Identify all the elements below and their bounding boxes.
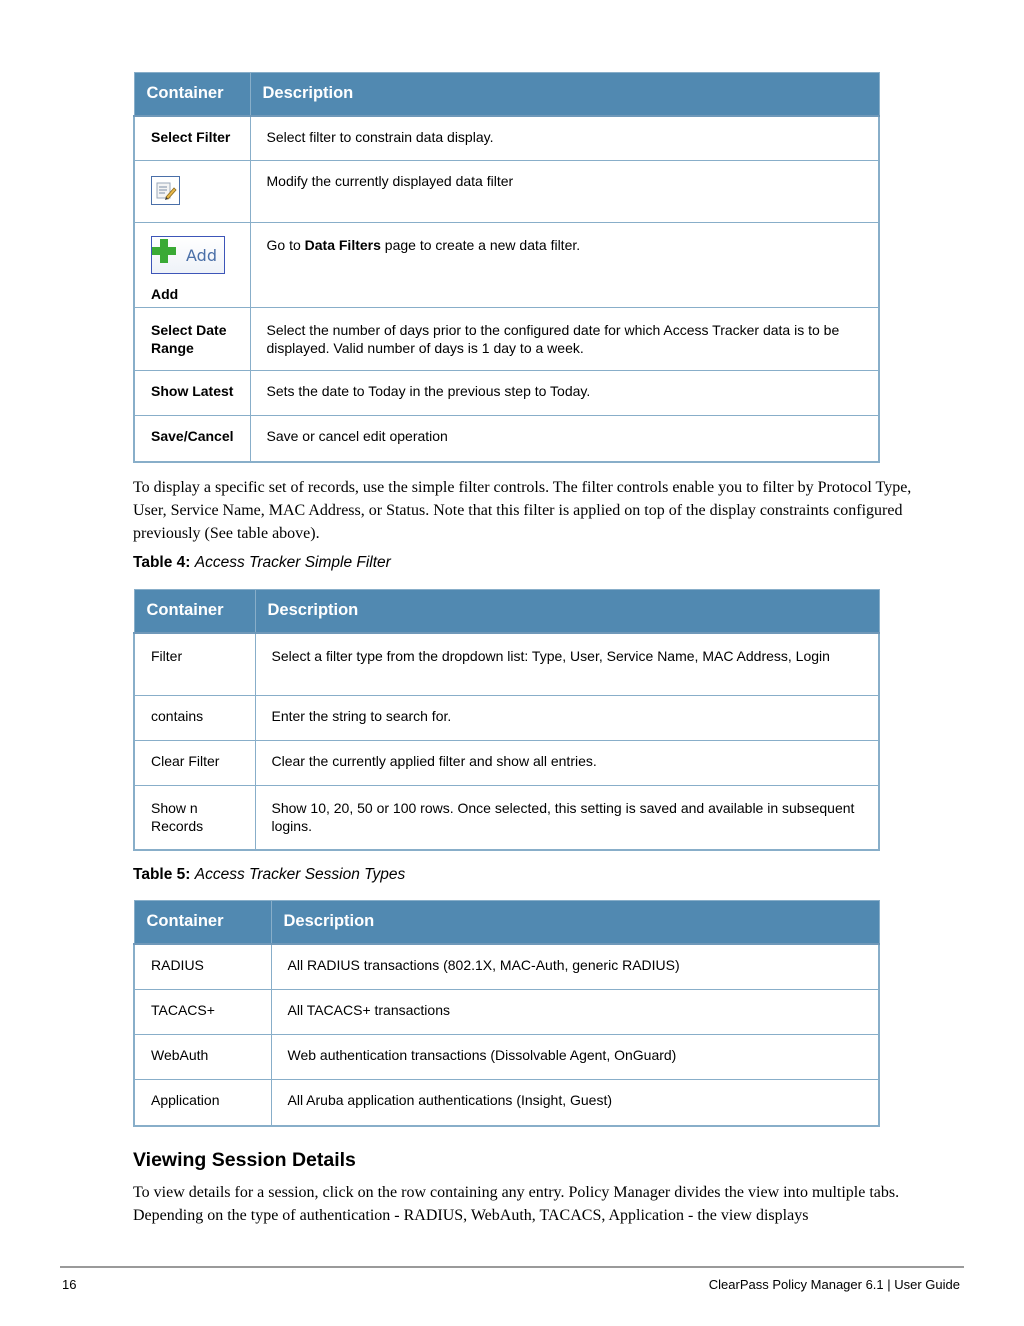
table-row — [134, 990, 879, 1035]
caption-label: Table 5: — [133, 866, 191, 883]
table-row — [134, 944, 879, 990]
table-row — [134, 308, 879, 371]
table-row — [134, 633, 879, 696]
table-row — [134, 116, 879, 161]
header-container: Container — [134, 73, 250, 116]
table-row — [134, 741, 879, 786]
row-description: Sets the date to Today in the previous step to Today. — [250, 371, 879, 416]
header-description: Description — [271, 901, 879, 944]
row-container: WebAuth — [134, 1035, 271, 1080]
header-container: Container — [134, 901, 271, 944]
row-description: All RADIUS transactions (802.1X, MAC-Auth, generic RADIUS) — [271, 944, 879, 990]
header-container: Container — [134, 590, 255, 633]
page-number: 16 — [62, 1277, 77, 1292]
row-container: Application — [134, 1080, 271, 1126]
row-container: Clear Filter — [134, 741, 255, 786]
caption-title: Access Tracker Session Types — [194, 866, 406, 883]
row-container: Select Date Range — [151, 322, 227, 356]
row-description: Save or cancel edit operation — [250, 416, 879, 462]
table-row — [134, 371, 879, 416]
row-container: Filter — [134, 633, 255, 696]
table-row — [134, 696, 879, 741]
header-description: Description — [255, 590, 879, 633]
row-container: Save/Cancel — [151, 428, 234, 444]
row-container: Add — [151, 286, 179, 302]
table-row — [134, 416, 879, 462]
row-description: Modify the currently displayed data filter — [250, 161, 879, 223]
row-container: Select Filter — [151, 128, 231, 145]
simple-filter-table — [133, 589, 880, 851]
data-filters-link-text: Data Filters — [304, 237, 381, 253]
row-description: Select a filter type from the dropdown list: Type, User, Service Name, MAC Address, Login — [255, 633, 879, 696]
row-description-pre: Go to — [266, 237, 305, 253]
add-button-label: Add — [186, 246, 217, 265]
header-description: Description — [250, 73, 879, 116]
row-description: Clear the currently applied filter and show all entries. — [255, 741, 879, 786]
table-caption — [133, 866, 405, 884]
row-description: All TACACS+ transactions — [271, 990, 879, 1035]
row-container: TACACS+ — [134, 990, 271, 1035]
table-caption — [133, 554, 391, 572]
row-description: Web authentication transactions (Dissolvable Agent, OnGuard) — [271, 1035, 879, 1080]
row-container: Show Latest — [151, 383, 234, 399]
table-row — [134, 1035, 879, 1080]
row-description: Select the number of days prior to the configured date for which Access Tracker data is to be displayed. Valid number of days is 1 day to a week. — [250, 308, 879, 371]
table-row — [134, 1080, 879, 1126]
row-container: Show n Records — [134, 786, 255, 850]
body-paragraph: To display a specific set of records, use the simple filter controls. The filter controls enable you to filter by Protocol Type, User, Service Name, MAC Address, or Status. Note that this filter is applied on top of the display constraints configured previously (See table above). — [133, 479, 912, 542]
add-button — [151, 236, 225, 274]
table-row — [134, 223, 879, 308]
row-description-post: page to create a new data filter. — [380, 237, 581, 253]
row-description: Show 10, 20, 50 or 100 rows. Once selected, this setting is saved and available in subsequent logins. — [255, 786, 879, 850]
row-description: Select filter to constrain data display. — [250, 116, 879, 161]
caption-title: Access Tracker Simple Filter — [194, 554, 391, 571]
table-row — [134, 786, 879, 850]
edit-filter-icon — [151, 176, 180, 205]
session-types-table — [133, 900, 880, 1127]
row-container: contains — [134, 696, 255, 741]
table-row — [134, 161, 879, 223]
footer-doc-title: ClearPass Policy Manager 6.1 | User Guide — [708, 1277, 960, 1292]
footer-divider — [60, 1266, 964, 1268]
row-description: Enter the string to search for. — [255, 696, 879, 741]
row-container: RADIUS — [134, 944, 271, 990]
container-table — [133, 72, 880, 463]
row-description: All Aruba application authentications (Insight, Guest) — [271, 1080, 879, 1126]
body-paragraph: To view details for a session, click on the row containing any entry. Policy Manager divides the view into multiple tabs. Depending on the type of authentication - RADIUS, WebAuth, TACACS, Application - the view displays — [133, 1184, 900, 1224]
caption-label: Table 4: — [133, 554, 191, 571]
section-heading: Viewing Session Details — [133, 1149, 356, 1171]
